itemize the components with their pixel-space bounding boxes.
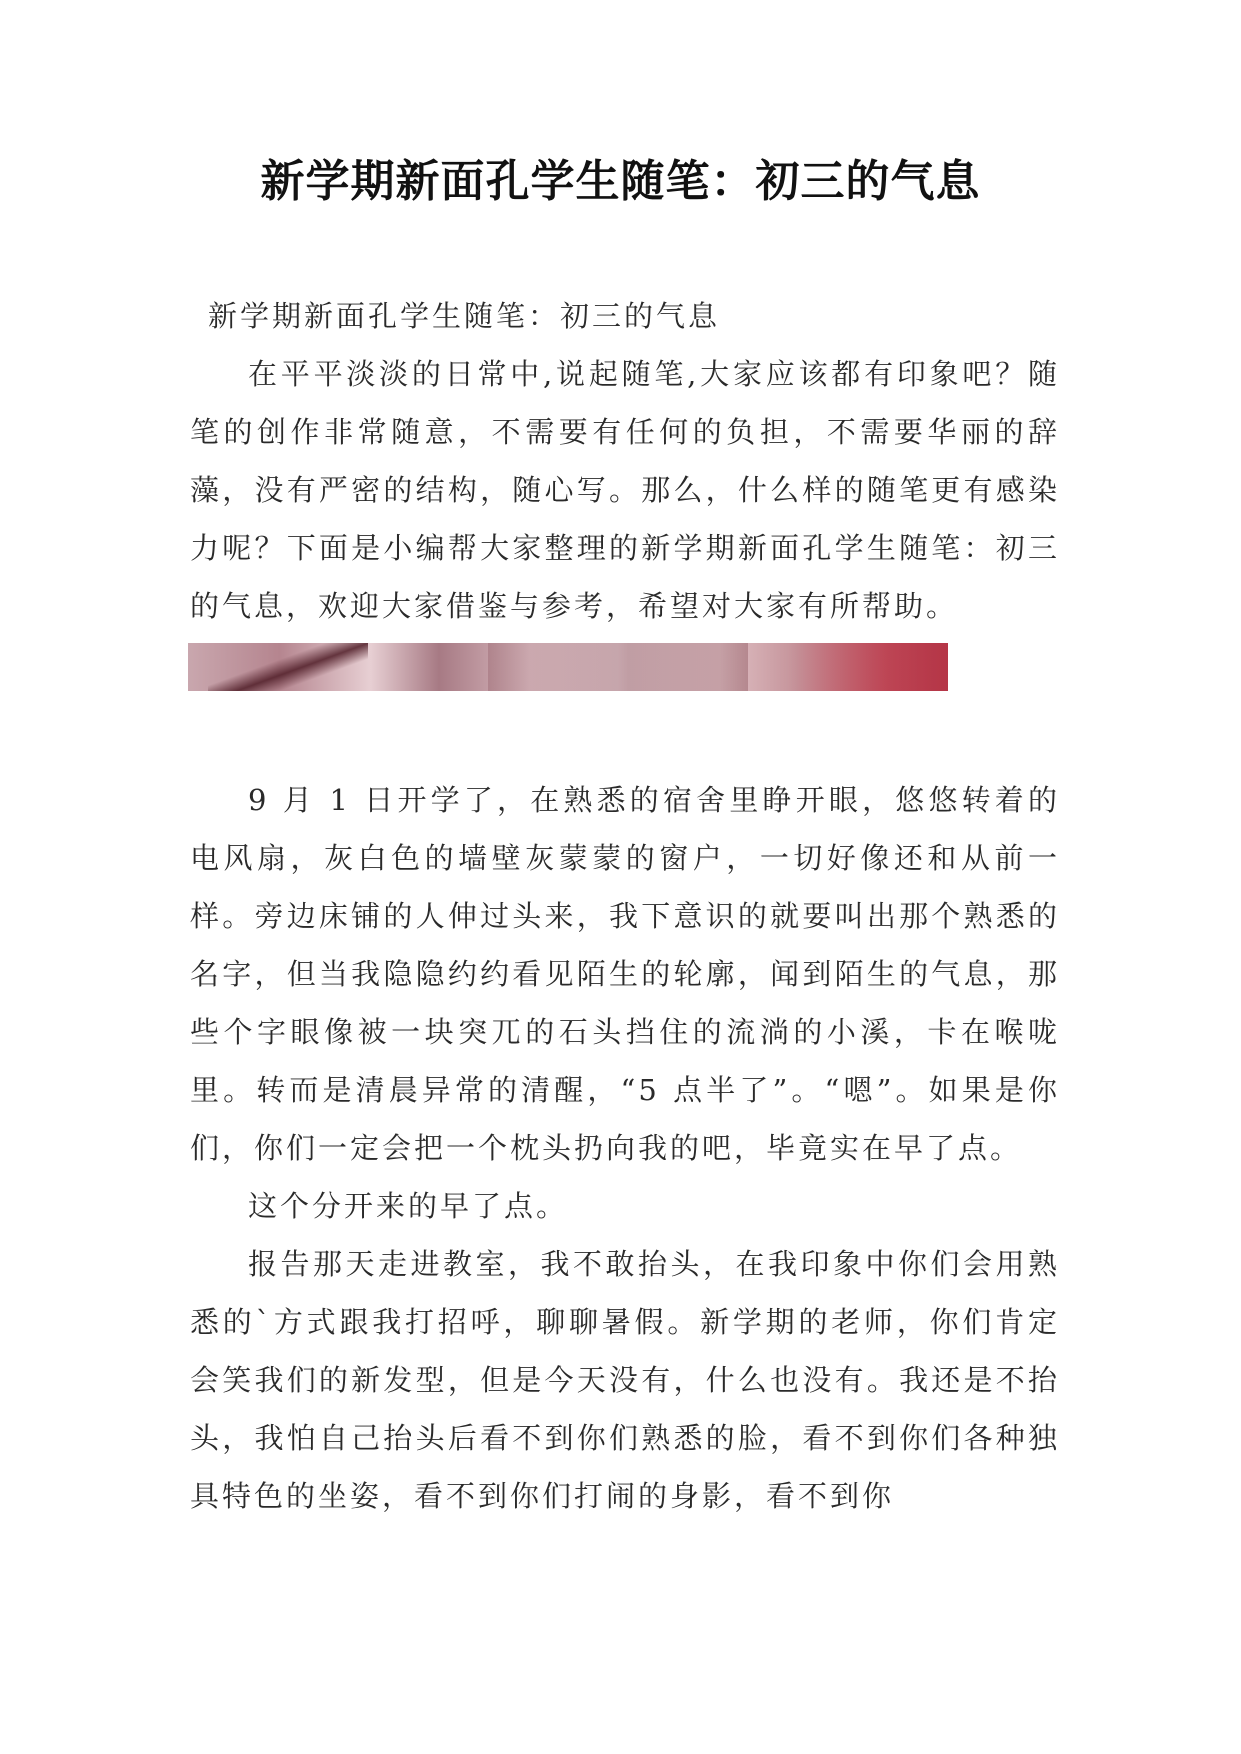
body-paragraph: 这个分开来的早了点。 bbox=[248, 1189, 569, 1223]
document-title: 新学期新面孔学生随笔：初三的气息 bbox=[260, 156, 981, 207]
banner-image bbox=[188, 643, 948, 691]
body-paragraph: 9 月 1 日开学了，在熟悉的宿舍里睁开眼，悠悠转着的电风扇，灰白色的墙壁灰蒙蒙的窗户，一切好像还和从前一样。旁边床铺的人伸过头来，我下意识的就要叫出那个熟悉的名字，但当我隐隐约约看见陌生的轮廓，闻到陌生的气息，那些个字眼像被一块突兀的石头挡住的流淌的小溪，卡在喉咙里。转而是清晨异常的清醒，“5 点半了”。“嗯”。如果是你们，你们一定会把一个枕头扔向我的吧，毕竟实在早了点。 bbox=[190, 783, 1060, 1165]
intro-paragraph: 在平平淡淡的日常中,说起随笔,大家应该都有印象吧？随笔的创作非常随意，不需要有任何的负担，不需要华丽的辞藻，没有严密的结构，随心写。那么，什么样的随笔更有感染力呢？下面是小编帮大家整理的新学期新面孔学生随笔：初三的气息，欢迎大家借鉴与参考，希望对大家有所帮助。 bbox=[190, 357, 1060, 623]
body-paragraph: 报告那天走进教室，我不敢抬头，在我印象中你们会用熟悉的`方式跟我打招呼，聊聊暑假。新学期的老师，你们肯定会笑我们的新发型，但是今天没有，什么也没有。我还是不抬头，我怕自己抬头后看不到你们熟悉的脸，看不到你们各种独具特色的坐姿，看不到你们打闹的身影，看不到你 bbox=[190, 1247, 1060, 1513]
document-subtitle: 新学期新面孔学生随笔：初三的气息 bbox=[208, 299, 721, 333]
document-body bbox=[190, 287, 1060, 1525]
